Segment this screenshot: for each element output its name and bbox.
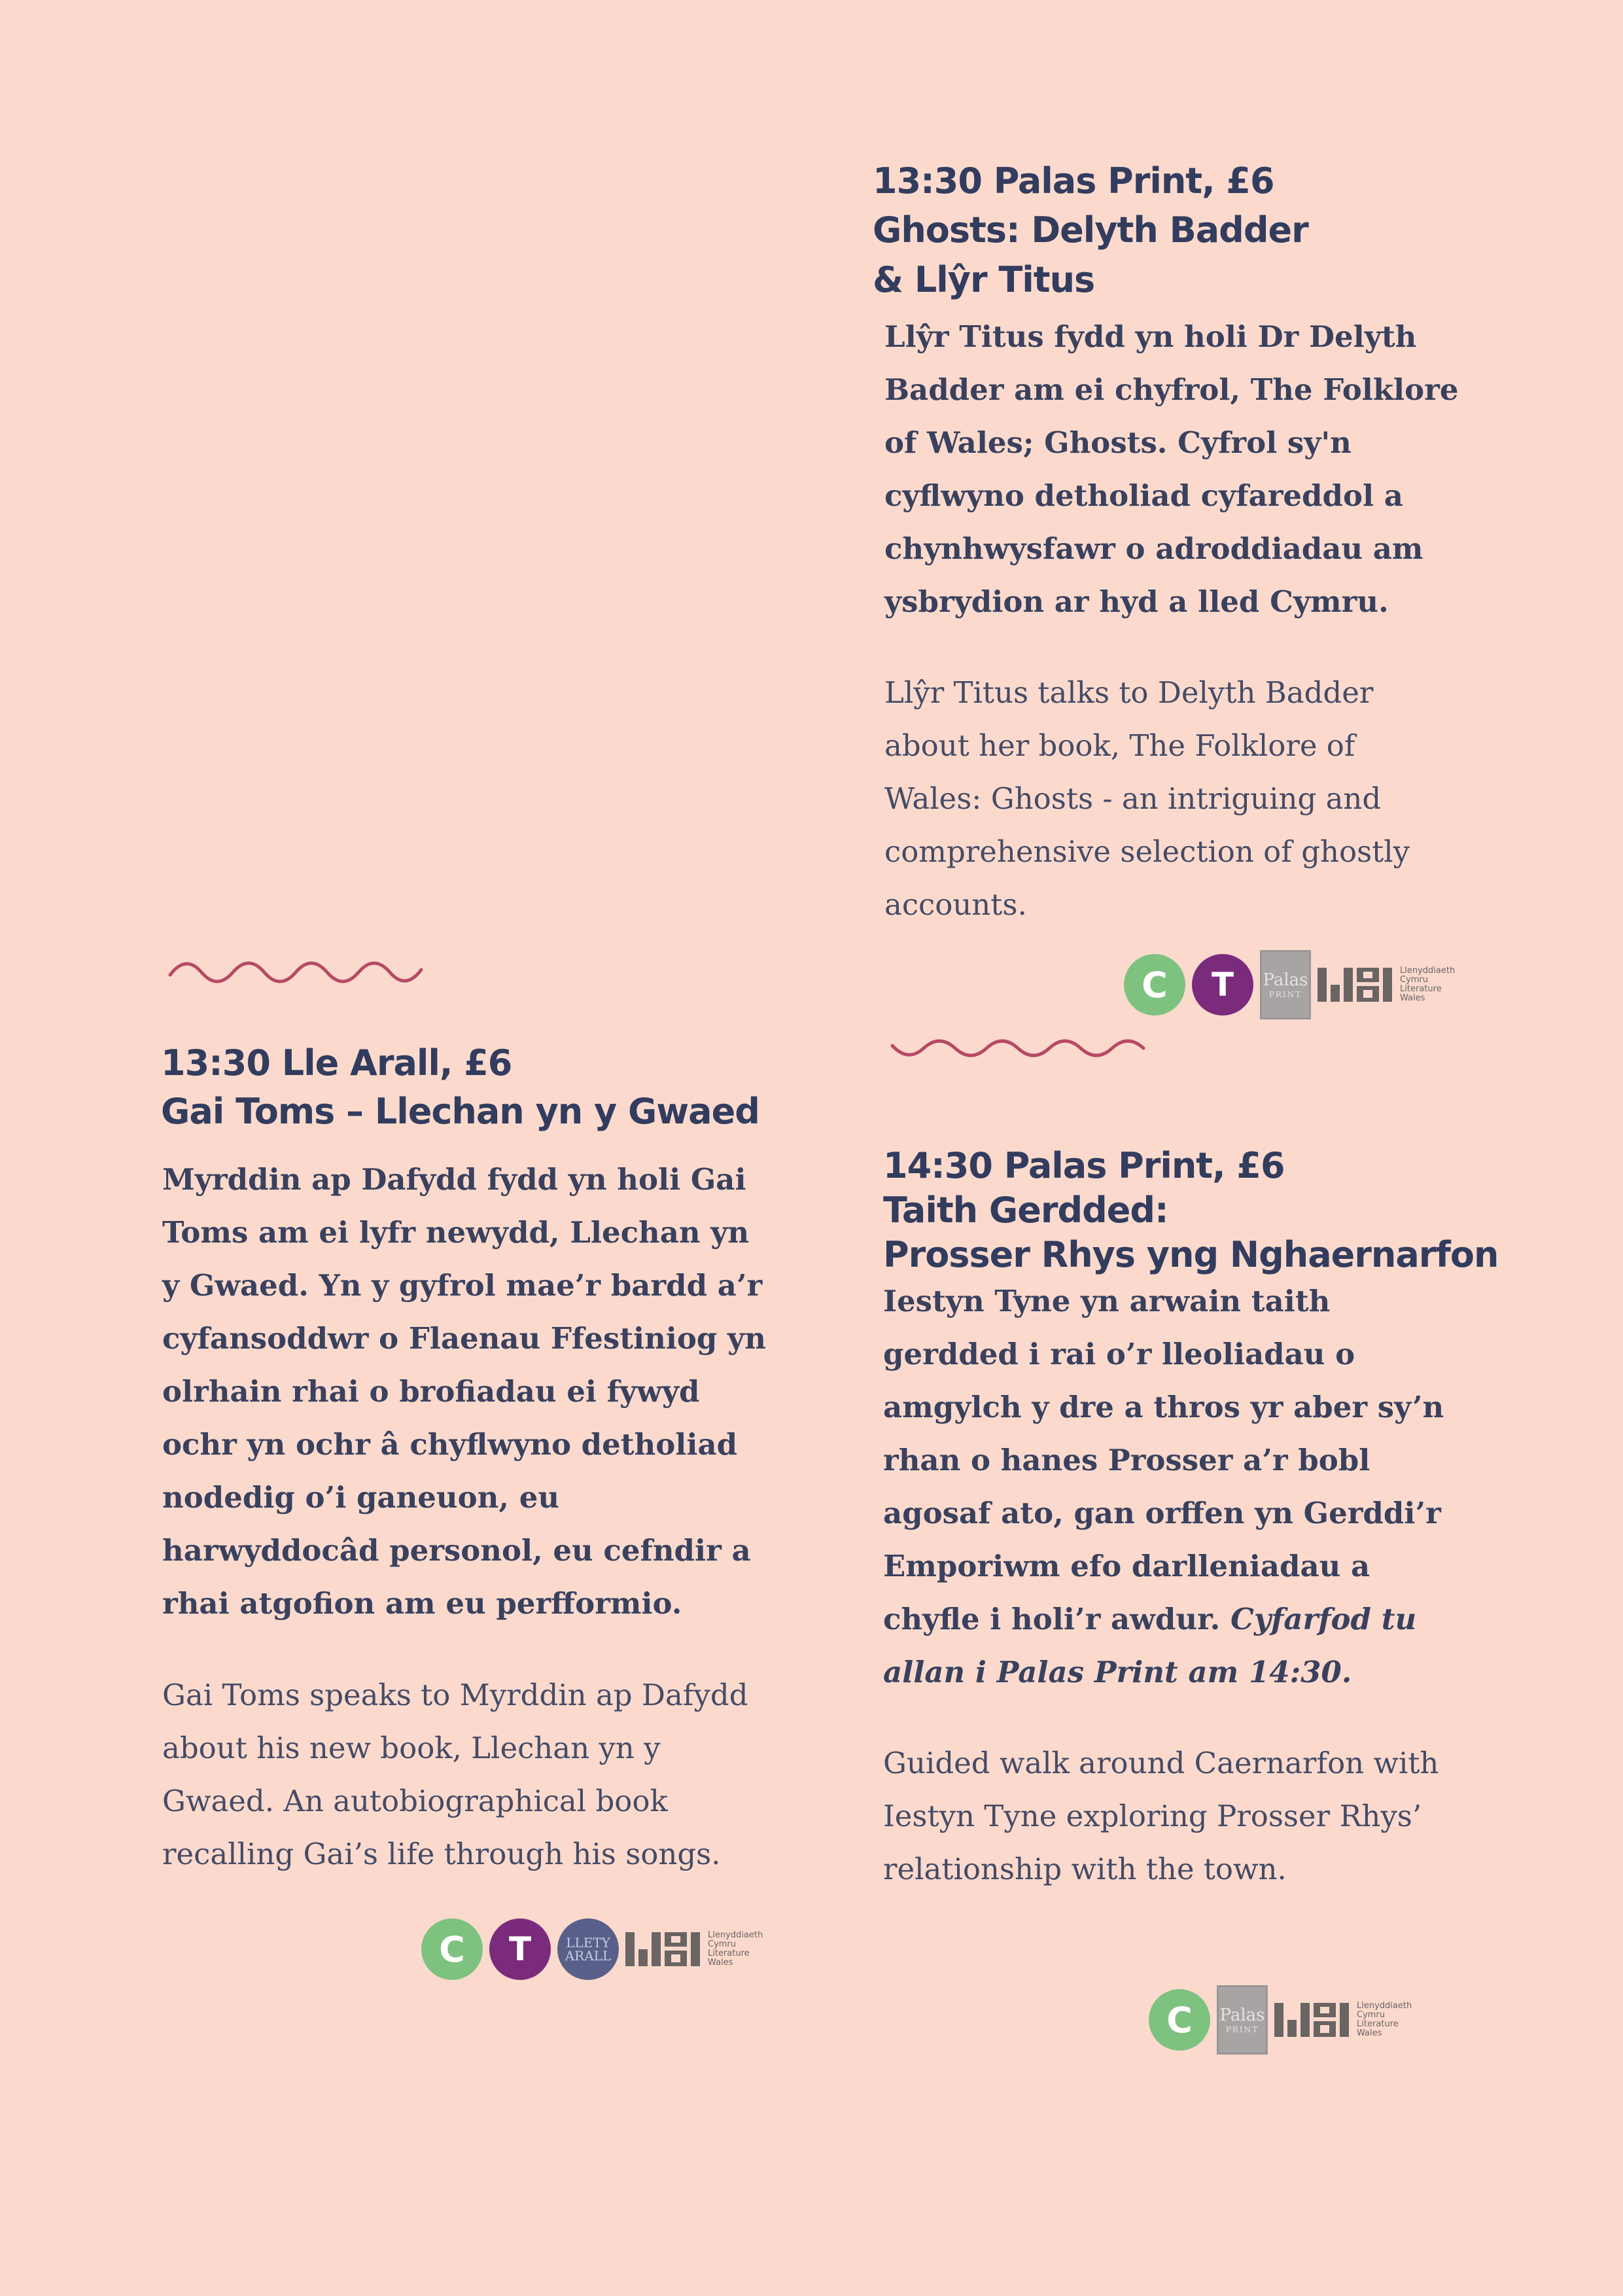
wave-divider-left <box>167 958 428 987</box>
cyngor-c-logo: C <box>1124 954 1185 1016</box>
event-left-heading <box>161 1039 759 1136</box>
event-bottom-sponsor-logos <box>1149 1985 1412 2055</box>
event-left-english-description: Gai Toms speaks to Myrddin ap Dafydd about his new book, Llechan yn y Gwaed. An autobiographical book recalling Gai’s life through his songs. <box>162 1678 748 1871</box>
event-left-time-venue: 13:30 Lle Arall, £6 <box>161 1042 512 1084</box>
event-top-english-description: Llŷr Titus talks to Delyth Badder about her book, The Folklore of Wales: Ghosts - an intriguing and comprehensive selection of ghostly accounts. <box>884 675 1410 922</box>
event-top-sponsor-logos <box>1124 950 1455 1019</box>
event-bottom-heading <box>883 1144 1498 1277</box>
event-bottom-title-line-1: Taith Gerdded: <box>883 1190 1168 1231</box>
event-bottom-welsh-text: Iestyn Tyne yn arwain taith gerdded i rai o’r lleoliadau o amgylch y dre a thros yr aber sy’n rhan o hanes Prosser a’r bobl agosaf ato, gan orffen yn Gerddi’r Emporiwm efo darlleniadau a chyfle i holi’r awdur. <box>883 1284 1444 1636</box>
event-top-heading <box>873 157 1308 305</box>
event-left-welsh-description: Myrddin ap Dafydd fydd yn holi Gai Toms am ei lyfr newydd, Llechan yn y Gwaed. Yn y gyfrol mae’r bardd a’r cyfansoddwr o Flaenau Ffestiniog yn olrhain rhai o brofiadau ei fywyd ochr yn ochr â chyflwyno detholiad nodedig o’i ganeuon, eu harwyddocâd personol, eu cefndir a rhai atgofion am eu perfformio. <box>162 1162 766 1621</box>
event-left-title: Gai Toms – Llechan yn y Gwaed <box>161 1091 759 1132</box>
cyngor-c-logo: C <box>1149 1989 1210 2051</box>
event-bottom-welsh-description <box>883 1275 1472 1699</box>
literature-wales-text: Llenyddiaeth Cymru Literature Wales <box>1400 966 1456 1003</box>
literature-wales-text: Llenyddiaeth Cymru Literature Wales <box>708 1930 763 1968</box>
literature-wales-logo <box>1318 965 1455 1004</box>
event-top-title-line-1: Ghosts: Delyth Badder <box>873 209 1308 251</box>
literature-wales-mark-icon <box>1318 965 1395 1004</box>
literature-wales-mark-icon <box>1274 2000 1352 2040</box>
cyngor-c-logo: C <box>421 1918 483 1980</box>
literature-wales-mark-icon <box>625 1930 703 1969</box>
event-left-sponsor-logos <box>421 1918 763 1980</box>
event-bottom-time-venue: 14:30 Palas Print, £6 <box>883 1145 1285 1186</box>
wave-divider-right <box>890 1034 1150 1063</box>
event-top-time-venue: 13:30 Palas Print, £6 <box>873 160 1274 202</box>
t-logo: T <box>489 1918 551 1980</box>
event-bottom-english-description: Guided walk around Caernarfon with Iestyn Tyne exploring Prosser Rhys’ relationship with the town. <box>883 1746 1439 1886</box>
literature-wales-logo <box>1274 2000 1412 2040</box>
literature-wales-text: Llenyddiaeth Cymru Literature Wales <box>1357 2001 1412 2038</box>
palas-print-logo: Palas PRINT <box>1217 1985 1268 2055</box>
llety-arall-logo: LLETY ARALL <box>557 1918 619 1980</box>
palas-print-logo: Palas PRINT <box>1260 950 1311 1019</box>
event-bottom-meeting-point: Cyfarfod tu allan i Palas Print am 14:30. <box>883 1602 1417 1689</box>
literature-wales-logo <box>625 1930 763 1969</box>
event-bottom-title-line-2: Prosser Rhys yng Nghaernarfon <box>883 1234 1499 1275</box>
t-logo: T <box>1192 954 1253 1016</box>
event-top-welsh-description: Llŷr Titus fydd yn holi Dr Delyth Badder am ei chyfrol, The Folklore of Wales; Ghosts. Cyfrol sy'n cyflwyno detholiad cyfareddol a chynhwysfawr o adroddiadau am ysbrydion ar hyd a lled Cymru. <box>884 319 1459 619</box>
event-top-title-line-2: & Llŷr Titus <box>873 259 1095 300</box>
